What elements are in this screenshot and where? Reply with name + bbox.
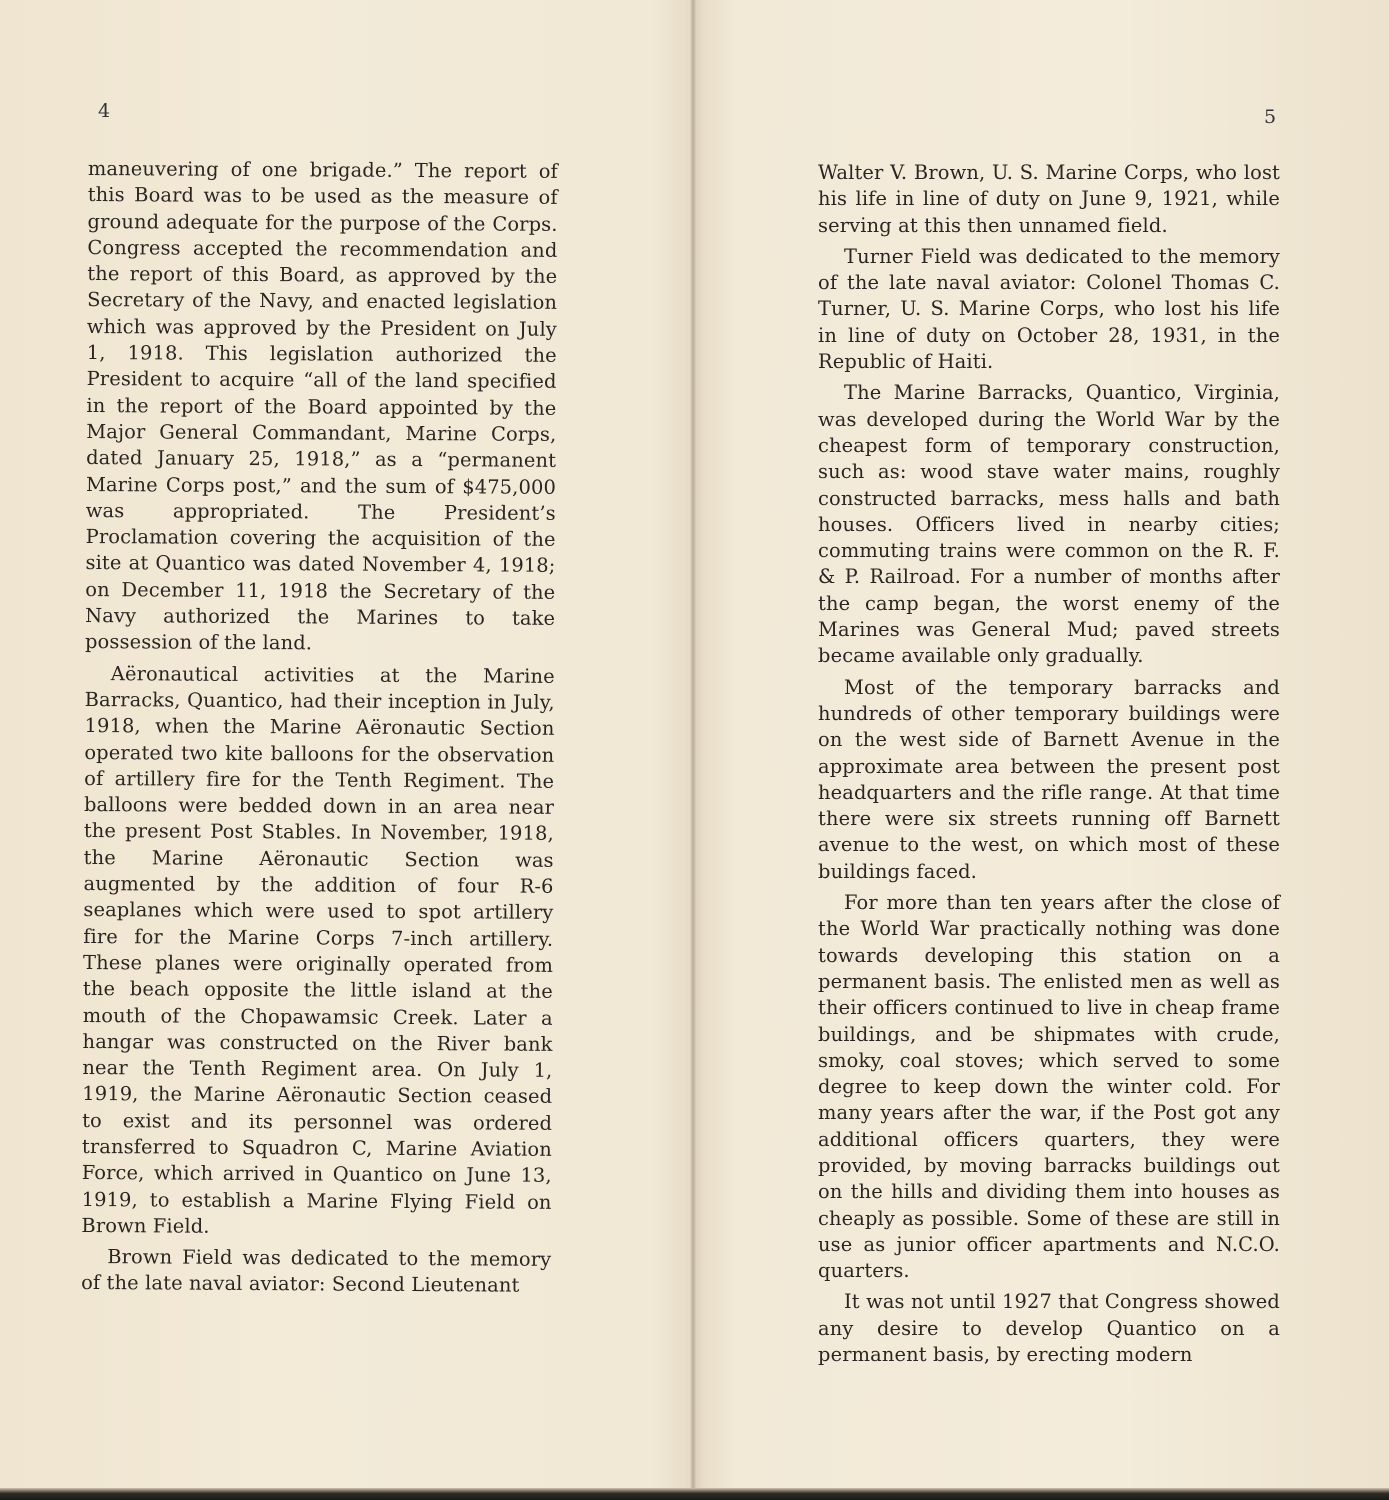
right-paragraph-1: Walter V. Brown, U. S. Marine Corps, who lost his life in line of duty on June 9, 1921, while serving at this then unnamed field. [818, 161, 1280, 237]
right-page-number: 5 [1264, 106, 1277, 128]
left-page-text [81, 156, 558, 1305]
right-page-text [818, 160, 1280, 1373]
right-paragraph-6: It was not until 1927 that Congress showed any desire to develop Quantico on a permanent basis, by erecting modern [818, 1290, 1280, 1367]
book-bottom-edge [0, 1488, 1389, 1500]
left-paragraph-1: maneuvering of one brigade.” The report of this Board was to be used as the measure of ground adequate for the purpose of the Corps. Congress accepted the recommendation and the report of this Board, as approved by the Secretary of the Navy, and enacted legislation which was approved by the President on July 1, 1918. This legislation authorized the President to acquire “all of the land specified in the report of the Board appointed by the Major General Commandant, Marine Corps, dated January 25, 1918,” as a “permanent Marine Corps post,” and the sum of $475,000 was appropriated. The President’s Proclamation covering the acquisition of the site at Quantico was dated November 4, 1918; on December 11, 1918 the Secretary of the Navy authorized the Marines to take possession of the land. [84, 156, 558, 655]
book-gutter [690, 0, 696, 1500]
left-page-number: 4 [98, 100, 111, 122]
right-paragraph-4: Most of the temporary barracks and hundreds of other temporary buildings were on the west side of Barnett Avenue in the approximate area between the present post headquarters and the rifle range. At that time there were six streets running off Barnett avenue to the west, on which most of these buildings faced. [818, 675, 1280, 883]
right-paragraph-3: The Marine Barracks, Quantico, Virginia, was developed during the World War by the cheapest form of temporary construction, such as: wood stave water mains, roughly constructed barracks, mess halls and bath houses. Officers lived in nearby cities; commuting trains were common on the R. F. & P. Railroad. For a number of months after the camp began, the worst enemy of the Marines was General Mud; paved streets became available only gradually. [818, 381, 1280, 668]
left-paragraph-2: Aëronautical activities at the Marine Barracks, Quantico, had their inception in July, 1918, when the Marine Aëronautic Section operated two kite balloons for the observation of artillery fire for the Tenth Regiment. The balloons were bedded down in an area near the present Post Stables. In November, 1918, the Marine Aëronautic Section was augmented by the addition of four R-6 seaplanes which were used to spot artillery fire for the Marine Corps 7-inch artillery. These planes were originally operated from the beach opposite the little island at the mouth of the Chopawamsic Creek. Later a hangar was constructed on the River bank near the Tenth Regiment area. On July 1, 1919, the Marine Aëronautic Section ceased to exist and its personnel was ordered transferred to Squadron C, Marine Aviation Force, which arrived in Quantico on June 13, 1919, to establish a Marine Flying Field on Brown Field. [81, 661, 555, 1238]
left-paragraph-3: Brown Field was dedicated to the memory of the late naval aviator: Second Lieutenant [81, 1245, 552, 1298]
right-paragraph-2: Turner Field was dedicated to the memory of the late naval aviator: Colonel Thomas C. Turner, U. S. Marine Corps, who lost his life in line of duty on October 28, 1931, in the Republic of Haiti. [818, 244, 1280, 374]
right-paragraph-5: For more than ten years after the close of the World War practically nothing was done towards developing this station on a permanent basis. The enlisted men as well as their officers continued to live in cheap frame buildings, and be shipmates with crude, smoky, coal stoves; which served to some degree to keep down the winter cold. For many years after the war, if the Post got any additional officers quarters, they were provided, by moving barracks buildings out on the hills and dividing them into houses as cheaply as possible. Some of these are still in use as junior officer apartments and N.C.O. quarters. [818, 891, 1280, 1283]
